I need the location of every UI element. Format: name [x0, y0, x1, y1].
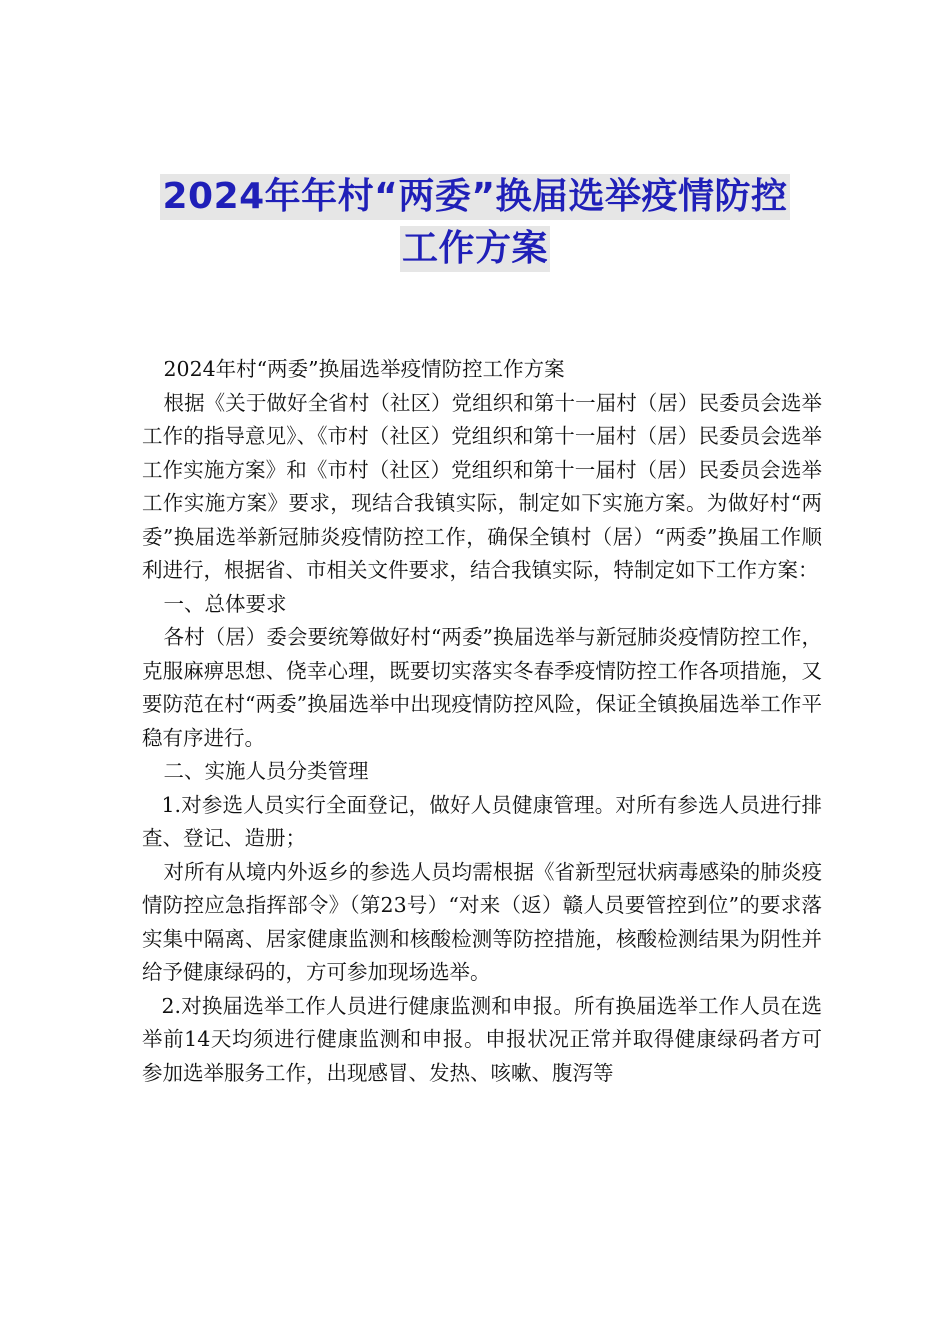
paragraph-returnees: 对所有从境内外返乡的参选人员均需根据《省新型冠状病毒感染的肺炎疫情防控应急指挥部令》（第23号）“对来（返）赣人员要管控到位”的要求落实集中隔离、居家健康监测和核酸检测等防控措施，核酸检测结果为阴性并给予健康绿码的，方可参加现场选举。 [142, 859, 822, 984]
section-heading-2: 二、实施人员分类管理 [163, 759, 369, 783]
document-title [0, 174, 950, 278]
title-line-2: 工作方案 [400, 226, 550, 272]
paragraph-heading: 2024年村“两委”换届选举疫情防控工作方案 [163, 357, 565, 381]
paragraph-item-1: 1.对参选人员实行全面登记，做好人员健康管理。对所有参选人员进行排查、登记、造册； [142, 792, 822, 850]
paragraph-item-2: 2.对换届选举工作人员进行健康监测和申报。所有换届选举工作人员在选举前14天均须进行健康监测和申报。申报状况正常并取得健康绿码者方可参加选举服务工作，出现感冒、发热、咳嗽、腹泻等 [142, 993, 822, 1085]
section-heading-1: 一、总体要求 [163, 591, 287, 616]
document-body [142, 353, 822, 1090]
title-line-1: 2024年年村“两委”换届选举疫情防控 [160, 174, 789, 220]
paragraph-intro: 根据《关于做好全省村（社区）党组织和第十一届村（居）民委员会选举工作的指导意见》、《市村（社区）党组织和第十一届村（居）民委员会选举工作实施方案》和《市村（社区）党组织和第十一届村（居）民委员会选举工作实施方案》要求，现结合我镇实际，制定如下实施方案。为做好村“两委”换届选举新冠肺炎疫情防控工作，确保全镇村（居）“两委”换届工作顺利进行，根据省、市相关文件要求，结合我镇实际，特制定如下工作方案： [142, 390, 822, 582]
paragraph-general-requirements: 各村（居）委会要统筹做好村“两委”换届选举与新冠肺炎疫情防控工作，克服麻痹思想、侥幸心理，既要切实落实冬春季疫情防控工作各项措施，又要防范在村“两委”换届选举中出现疫情防控风险，保证全镇换届选举工作平稳有序进行。 [142, 625, 822, 750]
